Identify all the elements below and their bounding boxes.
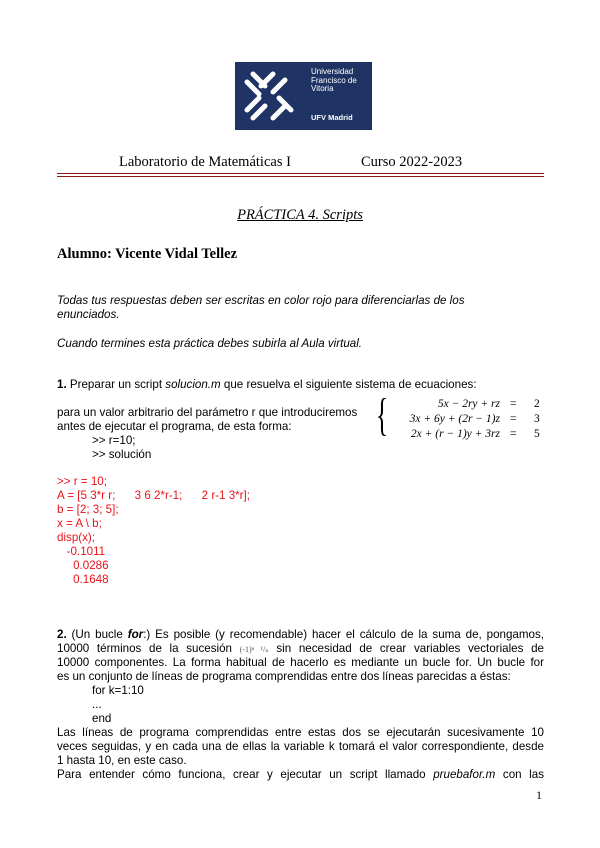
instructions-line-1: Todas tus respuestas deben ser escritas en color rojo para diferenciarlas de los — [57, 294, 465, 307]
q2-line-4: es un conjunto de líneas de programa comprendidas entre dos líneas parecidas a éstas: — [57, 670, 511, 683]
answer-line-7: 0.0286 — [57, 559, 109, 572]
course-name: Laboratorio de Matemáticas I — [119, 154, 291, 170]
equation-3-lhs: 2x + (r − 1)y + 3rz — [410, 428, 500, 440]
equation-system — [376, 389, 544, 443]
instructions-line-3: Cuando termines esta práctica debes subirla al Aula virtual. — [57, 337, 363, 350]
answer-line-8: 0.1648 — [57, 573, 109, 586]
logo-campus: UFV Madrid — [311, 113, 353, 122]
q1-command-1: >> r=10; — [92, 434, 136, 447]
system-brace: { — [376, 389, 389, 440]
q1-param-line-1: para un valor arbitrario del parámetro r que introduciremos — [57, 406, 358, 419]
equation-1-lhs: 5x − 2ry + rz — [437, 398, 500, 410]
answer-line-3: b = [2; 3; 5]; — [57, 503, 119, 516]
q1-statement: 1. Preparar un script solucion.m que resuelva el siguiente sistema de ecuaciones: — [57, 378, 477, 391]
logo-line-3: Vitoria — [311, 84, 334, 93]
answer-line-2: A = [5 3*r r; 3 6 2*r-1; 2 r-1 3*r]; — [57, 489, 250, 502]
equation-3-rhs: 5 — [534, 428, 540, 440]
q1-command-2: >> solución — [92, 448, 152, 461]
q2-line-3: 10000 componentes. La forma habitual de hacerlo es mediante un bucle for. Un bucle for — [57, 656, 544, 669]
page-title: PRÁCTICA 4. Scripts — [237, 207, 363, 223]
equation-1-rhs: 2 — [534, 398, 540, 410]
answer-line-6: -0.1011 — [57, 545, 106, 558]
student-name: Alumno: Vicente Vidal Tellez — [57, 246, 238, 262]
q1-number: 1. — [57, 378, 67, 391]
q2-code-3: end — [92, 712, 112, 725]
equation-3-op: = — [510, 428, 517, 440]
instructions-line-2: enunciados. — [57, 308, 120, 321]
logo-line-2: Francisco de — [311, 75, 357, 85]
q2-number: 2. — [57, 628, 67, 641]
answer-line-1: >> r = 10; — [57, 475, 107, 488]
q1-filename: solucion.m — [165, 378, 221, 391]
q2-filename: pruebafor.m — [433, 768, 496, 781]
answer-line-4: x = A \ b; — [57, 517, 102, 530]
q2-line-8: Para entender cómo funciona, crear y ejecutar un script llamado pruebafor.m con las — [57, 768, 544, 781]
ufv-emblem-icon — [239, 66, 299, 126]
q2-line-5: Las líneas de programa comprendidas entre estas dos se ejecutarán sucesivamente 10 — [57, 726, 544, 739]
course-header — [119, 154, 291, 171]
equation-2-lhs: 3x + 6y + (2r − 1)z — [409, 413, 500, 425]
q2-line-1: 2. (Un bucle for:) Es posible (y recomendable) hacer el cálculo de la suma de, pongamos, — [57, 628, 544, 641]
sequence-formula: (-1)ⁿ ¹/ₙ — [239, 645, 269, 654]
q2-for-keyword: for — [127, 628, 144, 641]
q2-line-2: 10000 términos de la sucesión (-1)ⁿ ¹/ₙ sin necesidad de crear variables vectoriales de — [57, 642, 544, 655]
page-number: 1 — [536, 788, 542, 802]
q2-line-6: veces seguidas, y en cada una de ellas la variable k tomará el valor correspondiente, desde — [57, 740, 544, 753]
university-logo — [235, 62, 372, 130]
answer-line-5: disp(x); — [57, 531, 96, 544]
equation-1-op: = — [510, 398, 517, 410]
logo-line-1: Universidad — [311, 67, 354, 76]
q2-code-2: ... — [92, 698, 102, 711]
header-divider — [57, 173, 544, 177]
equation-2-rhs: 3 — [534, 413, 540, 425]
q2-line-7: 1 hasta 10, en este caso. — [57, 754, 187, 767]
q1-param-line-2: antes de ejecutar el programa, de esta forma: — [57, 420, 292, 433]
course-year: Curso 2022-2023 — [361, 154, 463, 170]
q2-code-1: for k=1:10 — [92, 684, 144, 697]
equation-2-op: = — [510, 413, 517, 425]
